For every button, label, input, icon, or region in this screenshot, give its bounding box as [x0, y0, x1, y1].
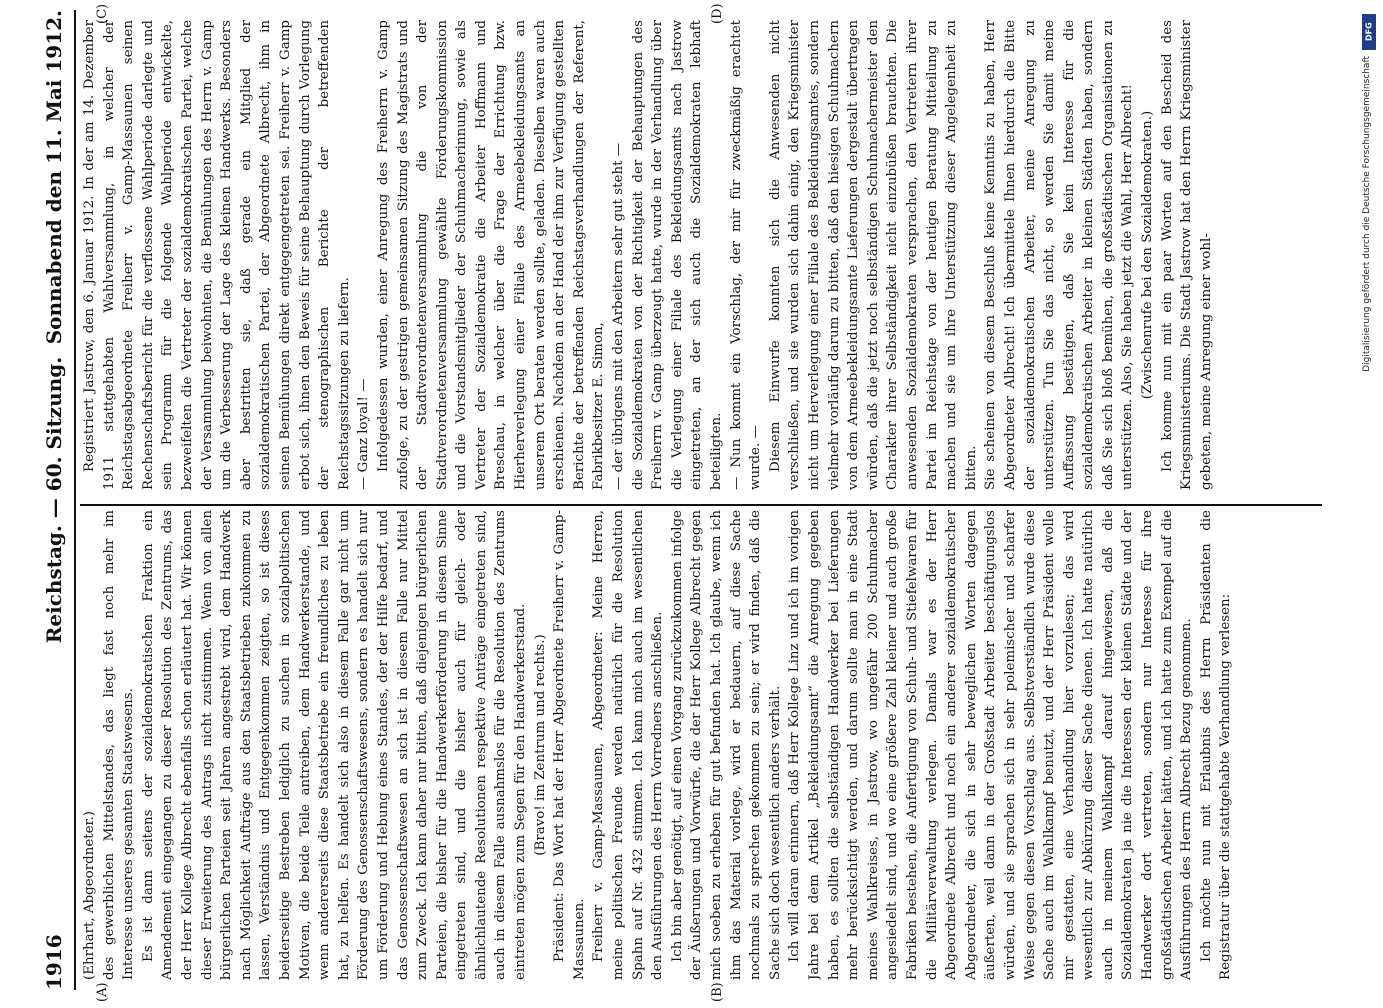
paragraph: Es ist dann seitens der sozialdemokratischen Fraktion ein Amendement eingegangen zu dieser Resolution des Zentrums, das der Herr Kollege Albrecht ebenfalls schon erläutert hat. Wir können dieser Erweiterung des Antrags nicht zustimmen. Wenn von allen bürgerlichen Parteien seit Jahren angestrebt wird, dem Handwerk nach Möglichkeit Aufträge aus den Staatsbetrieben zukommen zu lassen, Verständnis und Entgegenkommen zeigten, so ist dieses beiderseitige Bestreben lediglich zu suchen in sozialpolitischen Motiven, die beide Teile antreiben, dem Handwerkerstande, und wenn andererseits diese Staatsbetriebe ein freundliches zu leben hat, zu helfen. Es handelt sich also in diesem Falle gar nicht um Förderung des Genossenschaftswesens, sondern es handelt sich nur um Förderung und Hebung eines Standes, der der Hilfe bedarf, und das Genossenschaftswesen an sich ist in diesem Falle nur Mittel zum Zweck. Ich kann daher nur bitten, daß diejenigen bürgerlichen Parteien, die bisher für die Handwerkerförderung in diesem Sinne eingetreten sind, und die bisher auch für gleich- oder ähnlichlautende Resolutionen respektive Anträge eingetreten sind, auch in diesem Falle ausnahmslos für die Resolution des Zentrums eintreten mögen zum Segen für den Handwerkerstand.	[140, 510, 529, 980]
paragraph: Ich will daran erinnern, daß Herr Kollege Linz und ich im vorigen Jahre bei dem Artikel „Bekleidungsamt“ die Anregung gegeben haben, es sollten die selbständigen Handwerker bei Lieferungen mehr berücksichtigt werden, und darum sollte man in eine Stadt meines Wahlkreises, in Jastrow, wo ungefähr 200 Schuhmacher angesiedelt sind, und wo eine größere Zahl kleiner und auch große Fabriken bestehen, die Anfertigung von Schuh- und Stiefelwaren für die Militärverwaltung verlegen. Damals war es der Herr Abgeordnete Albrecht und noch ein anderer sozialdemokratischer Abgeordneter, die sich in sehr beweglichen Worten dagegen äußerten, weil dann in der Großstadt Arbeiter beschäftigungslos würden, und sie sprachen sich in sehr polemischer und scharfer Weise gegen diesen Vorschlag aus. Selbstverständlich wurde diese Sache auch im Wahlkampf benutzt, und der Herr Präsident wolle mir gestatten, eine Verhandlung hier vorzulesen; das wird wesentlich zur Abkürzung dieser Sache dienen. Ich hatte natürlich auch in meinem Wahlkampf darauf hingewiesen, daß die Sozialdemokraten ja nie die Interessen der kleinen Städte und der Handwerker dort vertreten, sondern nur Interesse für ihre großstädtischen Arbeiter hätten, und ich hatte zum Exempel auf die Ausführungen des Herrn Albrecht Bezug genommen.	[787, 510, 1195, 980]
paragraph: Registriert Jastrow, den 6. Januar 1912. In der am 14. Dezember 1911 stattgehabten Wahlversammlung, in welcher der Reichstagsabgeordnete Freiherr v. Gamp-Massaunen seinen Rechenschaftsbericht für die verflossene Wahlperiode darlegte und sein Programm für die folgende Wahlperiode entwickelte, bezweifelten die Vertreter der sozialdemokratischen Partei, welche der Versammlung beiwohnten, die Bemühungen des Herrn v. Gamp um die Verbesserung der Lage des kleinen Handwerks. Besonders aber bestritten sie, daß gerade ein Mitglied der sozialdemokratischen Partei, der Abgeordnete Albrecht, ihm in seinen Bemühungen direkt entgegengetreten sei. Freiherr v. Gamp erbot sich, ihnen den Beweis für seine Behauptung durch Vorlegung der stenographischen Berichte der betreffenden Reichstagssitzungen zu liefern.	[82, 20, 352, 490]
paragraph: Ich komme nun mit ein paar Worten auf den Bescheid des Kriegsministeriums. Die Stadt Jastrow hat den Herrn Kriegsminister gebeten, meine Anregung einer wohl-	[1159, 20, 1214, 490]
paragraph: Ich möchte nun mit Erlaubnis des Herrn Präsidenten die Registratur über die stattgehabte Verhandlung verlesen:	[1198, 510, 1234, 980]
interjection: — der übrigens mit den Arbeitern sehr gut steht —	[611, 142, 627, 490]
digitization-credit	[1360, 8, 1378, 1008]
paragraph: Freiherr v. Gamp-Massaunen, Abgeordneter: Meine Herren, meine politischen Freunde werden natürlich für die Resolution Spahn auf Nr. 432 stimmen. Ich kann mich auch im wesentlichen den Ausführungen des Herrn Vorredners anschließen.	[591, 510, 666, 980]
paragraph: die Sozialdemokraten von der Richtigkeit der Behauptungen des Freiherrn v. Gamp überzeugt hatte, wurde in der Verhandlung über die Verlegung einer Filiale des Bekleidungsamts nach Jastrow eingetreten, an der sich auch die Sozialdemokraten lebhaft beteiligten.	[630, 20, 724, 490]
document-page	[30, 0, 1330, 1000]
page-title: Reichstag. — 60. Sitzung.	[42, 356, 66, 644]
margin-marker-a: (A)	[95, 982, 110, 1002]
page-number: 1916	[42, 934, 66, 990]
margin-marker-c: (C)	[95, 3, 110, 24]
speaker-continuation: (Ehrhart, Abgeordneter.)	[82, 811, 97, 980]
president-speech: Präsident: Das Wort hat der Herr Abgeordnete Freiherr v. Gamp-Massaunen.	[552, 510, 587, 980]
interjection: — Ganz loyal! —	[356, 378, 372, 490]
paragraph: Ich bin aber genötigt, auf einen Vorgang zurückzukommen infolge der Äußerungen und Vorwürfe, die der Herr Kollege Albrecht gegen mich soeben zu erheben für gut befunden hat. Ich glaube, wenn ich ihm das Material vorlege, wird er bedauern, auf diese Sache nochmals zu sprechen gekommen zu sein; er wird finden, daß die Sache sich doch wesentlich anders verhält.	[669, 510, 783, 980]
page-header	[42, 10, 70, 990]
right-column	[80, 20, 1322, 490]
paragraph: Sie scheinen von diesem Beschluß keine Kenntnis zu haben, Herr Abgeordneter Albrecht! Ich übermittele Ihnen hierdurch die Bitte der sozialdemokratischen Arbeiter, meine Anregung zu unterstützen. Tun Sie das nicht, so werden Sie damit meine Auffassung bestätigen, daß Sie kein Interesse für die sozialdemokratischen Arbeiter in kleinen Städten haben, sondern daß Sie sich bloß bemühen, die großstädtischen Organisationen zu unterstützen. Also, Sie haben jetzt die Wahl, Herr Albrecht!	[983, 20, 1136, 490]
paragraph: des gewerblichen Mittelstandes, das liegt fast noch mehr im Interesse unseres gesamten Staatswesens.	[101, 510, 137, 980]
session-date: Sonnabend den 11. Mai 1912.	[42, 10, 66, 345]
paragraph: Infolgedessen wurden, einer Anregung des Freiherrn v. Gamp zufolge, zu der gestrigen gemeinsamen Sitzung des Magistrats und der Stadtverordnetenversammlung die von der Stadtverordnetenversammlung gewählte Förderungskommission und die Vorstandsmitglieder der Schuhmacherinnung, sowie als Vertreter der Sozialdemokratie die Arbeiter Hoffmann und Breschau, in welcher über die Frage der Errichtung bzw. Hierherverlegung einer Filiale des Armeebekleidungsamts an unserem Ort beraten werden sollte, geladen. Dieselben waren auch erschienen. Nachdem an der Hand der ihm zur Verfügung gestellten Berichte der betreffenden Reichstagsverhandlungen der Referent, Fabrikbesitzer E. Simon,	[375, 20, 607, 490]
column-divider	[80, 505, 1322, 507]
interjection: (Bravo! im Zentrum und rechts.)	[532, 634, 548, 856]
margin-marker-d: (D)	[710, 3, 725, 24]
paragraph: Diesem Einwurfe konnten sich die Anwesenden nicht verschließen, und sie wurden sich dahin einig, den Kriegsminister nicht um Herverlegung einer Filiale des Bekleidungsamtes, sondern vielmehr vorläufig darum zu bitten, daß den hiesigen Schuhmachern von dem Armeebekleidungsamte Lieferungen dergestalt übertragen würden, daß die jetzt noch selbständigen Schuhmachermeister den Charakter ihrer Selbständigkeit nicht einzubüßen brauchten. Die anwesenden Sozialdemokraten versprachen, den Vertretern ihrer Partei im Reichstage von der heutigen Beratung Mitteilung zu machen und sie um ihre Unterstützung dieser Angelegenheit zu bitten.	[767, 20, 979, 490]
left-column	[80, 510, 1322, 980]
header-rule	[74, 10, 76, 990]
dfg-logo: DFG	[1362, 14, 1376, 50]
interjection: — Nun kommt ein Vorschlag, der mir für zweckmäßig erachtet wurde. —	[728, 20, 764, 490]
credit-text: Digitalisierung gefördert durch die Deutsche Forschungsgemeinschaft	[1362, 56, 1372, 372]
margin-marker-b: (B)	[710, 982, 725, 1002]
interjection: (Zwischenrufe bei den Sozialdemokraten.)	[1140, 110, 1156, 400]
